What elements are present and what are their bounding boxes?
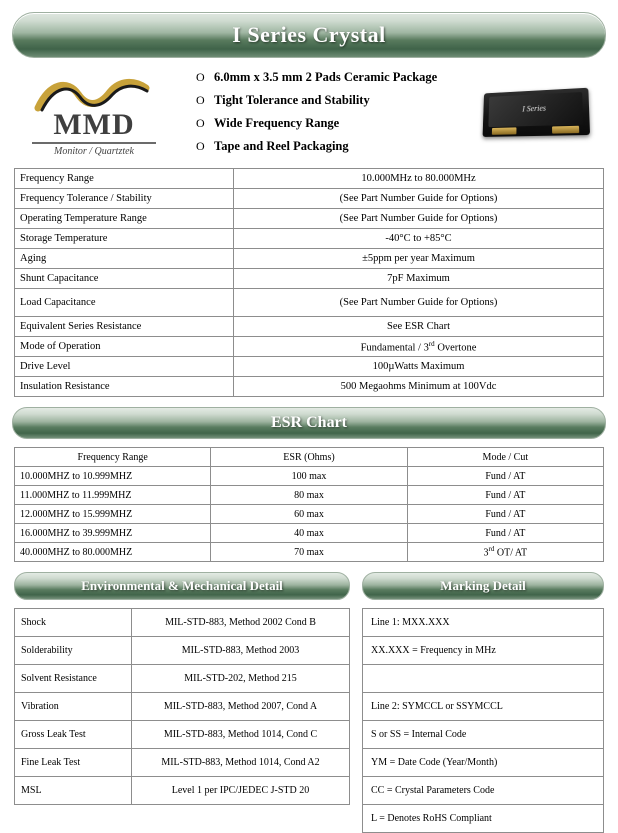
table-row (15, 209, 604, 229)
product-photo (472, 78, 598, 150)
table-row (15, 665, 350, 693)
column-header: Mode / Cut (407, 448, 603, 467)
wave-swoosh-icon (34, 78, 154, 112)
specifications-section (8, 168, 610, 397)
environmental-title: Environmental & Mechanical Detail (81, 578, 283, 593)
env-value: MIL-STD-883, Method 2003 (132, 637, 350, 665)
table-row (15, 486, 604, 505)
esr-range: 16.000MHZ to 39.999MHZ (15, 524, 211, 543)
spec-value: 100µWatts Maximum (234, 357, 604, 377)
list-item (196, 93, 472, 108)
spec-label: Frequency Range (15, 169, 234, 189)
esr-range: 10.000MHZ to 10.999MHZ (15, 467, 211, 486)
table-header-row (15, 448, 604, 467)
feature-text: Tape and Reel Packaging (214, 139, 349, 153)
env-value: MIL-STD-883, Method 2002 Cond B (132, 609, 350, 637)
spec-value: (See Part Number Guide for Options) (234, 289, 604, 317)
logo-subtitle: Monitor / Quartztek (54, 145, 134, 157)
esr-mode: Fund / AT (407, 505, 603, 524)
list-item (196, 139, 472, 154)
spec-value: -40°C to +85°C (234, 229, 604, 249)
env-label: Gross Leak Test (15, 721, 132, 749)
spec-label: Aging (15, 249, 234, 269)
spec-label: Equivalent Series Resistance (15, 317, 234, 337)
table-row (15, 777, 350, 805)
column-header: Frequency Range (15, 448, 211, 467)
table-row (363, 693, 604, 721)
bottom-sections (8, 572, 610, 833)
esr-chart-banner (12, 407, 606, 439)
spec-label: Storage Temperature (15, 229, 234, 249)
env-label: MSL (15, 777, 132, 805)
page-title: I Series Crystal (232, 22, 386, 47)
marking-title: Marking Detail (440, 578, 526, 593)
esr-range: 12.000MHZ to 15.999MHZ (15, 505, 211, 524)
list-item (196, 70, 472, 85)
spec-value: (See Part Number Guide for Options) (234, 209, 604, 229)
bullet-icon: O (196, 70, 205, 84)
spec-label: Load Capacitance (15, 289, 234, 317)
esr-mode: Fund / AT (407, 524, 603, 543)
marking-line: Line 2: SYMCCL or SSYMCCL (363, 693, 604, 721)
column-header: ESR (Ohms) (211, 448, 407, 467)
esr-ohms: 40 max (211, 524, 407, 543)
package-pad-left (492, 127, 517, 134)
env-label: Solderability (15, 637, 132, 665)
feature-text: Wide Frequency Range (214, 116, 340, 130)
table-row (363, 777, 604, 805)
esr-ohms: 60 max (211, 505, 407, 524)
esr-chart-title: ESR Chart (270, 414, 347, 431)
table-row (15, 377, 604, 397)
table-row (15, 289, 604, 317)
environmental-section (14, 572, 350, 833)
spec-value: Fundamental / 3rd Overtone (234, 337, 604, 357)
table-row (15, 524, 604, 543)
logo-divider (32, 142, 156, 144)
marking-section (362, 572, 604, 833)
table-row (15, 637, 350, 665)
table-row (15, 721, 350, 749)
marking-line: XX.XXX = Frequency in MHz (363, 637, 604, 665)
env-label: Fine Leak Test (15, 749, 132, 777)
table-row (15, 749, 350, 777)
marking-line: S or SS = Internal Code (363, 721, 604, 749)
list-item (196, 116, 472, 131)
table-row (363, 609, 604, 637)
marking-line: CC = Crystal Parameters Code (363, 777, 604, 805)
spec-label: Insulation Resistance (15, 377, 234, 397)
esr-ohms: 100 max (211, 467, 407, 486)
spec-value: ±5ppm per year Maximum (234, 249, 604, 269)
feature-text: Tight Tolerance and Stability (214, 93, 370, 107)
spec-label: Frequency Tolerance / Stability (15, 189, 234, 209)
bullet-icon: O (196, 93, 205, 107)
table-row (363, 721, 604, 749)
esr-section (8, 447, 610, 562)
crystal-package-graphic (483, 88, 590, 137)
table-row (363, 665, 604, 693)
table-row (15, 229, 604, 249)
marking-line-blank (363, 665, 604, 693)
table-row (15, 693, 350, 721)
package-pad-right (552, 126, 579, 134)
environmental-table (14, 608, 350, 805)
table-row (15, 505, 604, 524)
table-row (15, 269, 604, 289)
package-label: I Series (522, 103, 546, 114)
esr-mode: 3rd OT/ AT (407, 543, 603, 562)
marking-line: L = Denotes RoHS Compliant (363, 805, 604, 833)
table-row (363, 749, 604, 777)
env-value: MIL-STD-883, Method 2007, Cond A (132, 693, 350, 721)
spec-label: Operating Temperature Range (15, 209, 234, 229)
esr-mode: Fund / AT (407, 467, 603, 486)
spec-label: Shunt Capacitance (15, 269, 234, 289)
esr-range: 40.000MHZ to 80.000MHZ (15, 543, 211, 562)
esr-table (14, 447, 604, 562)
env-value: MIL-STD-202, Method 215 (132, 665, 350, 693)
esr-ohms: 80 max (211, 486, 407, 505)
spec-value: 7pF Maximum (234, 269, 604, 289)
env-value: Level 1 per IPC/JEDEC J-STD 20 (132, 777, 350, 805)
specifications-table (14, 168, 604, 397)
table-row (363, 805, 604, 833)
esr-mode: Fund / AT (407, 486, 603, 505)
table-row (15, 317, 604, 337)
logo-wordmark: MMD (53, 107, 135, 141)
env-label: Vibration (15, 693, 132, 721)
table-row (15, 337, 604, 357)
spec-value: 10.000MHz to 80.000MHz (234, 169, 604, 189)
company-logo (14, 72, 174, 157)
esr-ohms: 70 max (211, 543, 407, 562)
environmental-banner (14, 572, 350, 600)
table-row (15, 249, 604, 269)
esr-range: 11.000MHZ to 11.999MHZ (15, 486, 211, 505)
bullet-icon: O (196, 116, 205, 130)
env-value: MIL-STD-883, Method 1014, Cond C (132, 721, 350, 749)
table-row (15, 467, 604, 486)
page-title-banner (12, 12, 606, 58)
bullet-icon: O (196, 139, 205, 153)
spec-label: Drive Level (15, 357, 234, 377)
spec-value: See ESR Chart (234, 317, 604, 337)
table-row (15, 543, 604, 562)
env-label: Shock (15, 609, 132, 637)
spec-value: (See Part Number Guide for Options) (234, 189, 604, 209)
feature-text: 6.0mm x 3.5 mm 2 Pads Ceramic Package (214, 70, 438, 84)
feature-list (174, 66, 472, 162)
spec-value: 500 Megaohms Minimum at 100Vdc (234, 377, 604, 397)
marking-banner (362, 572, 604, 600)
table-row (363, 637, 604, 665)
marking-line: Line 1: MXX.XXX (363, 609, 604, 637)
env-value: MIL-STD-883, Method 1014, Cond A2 (132, 749, 350, 777)
table-row (15, 169, 604, 189)
table-row (15, 189, 604, 209)
env-label: Solvent Resistance (15, 665, 132, 693)
spec-label: Mode of Operation (15, 337, 234, 357)
marking-line: YM = Date Code (Year/Month) (363, 749, 604, 777)
table-row (15, 609, 350, 637)
hero-section (8, 58, 610, 168)
table-row (15, 357, 604, 377)
